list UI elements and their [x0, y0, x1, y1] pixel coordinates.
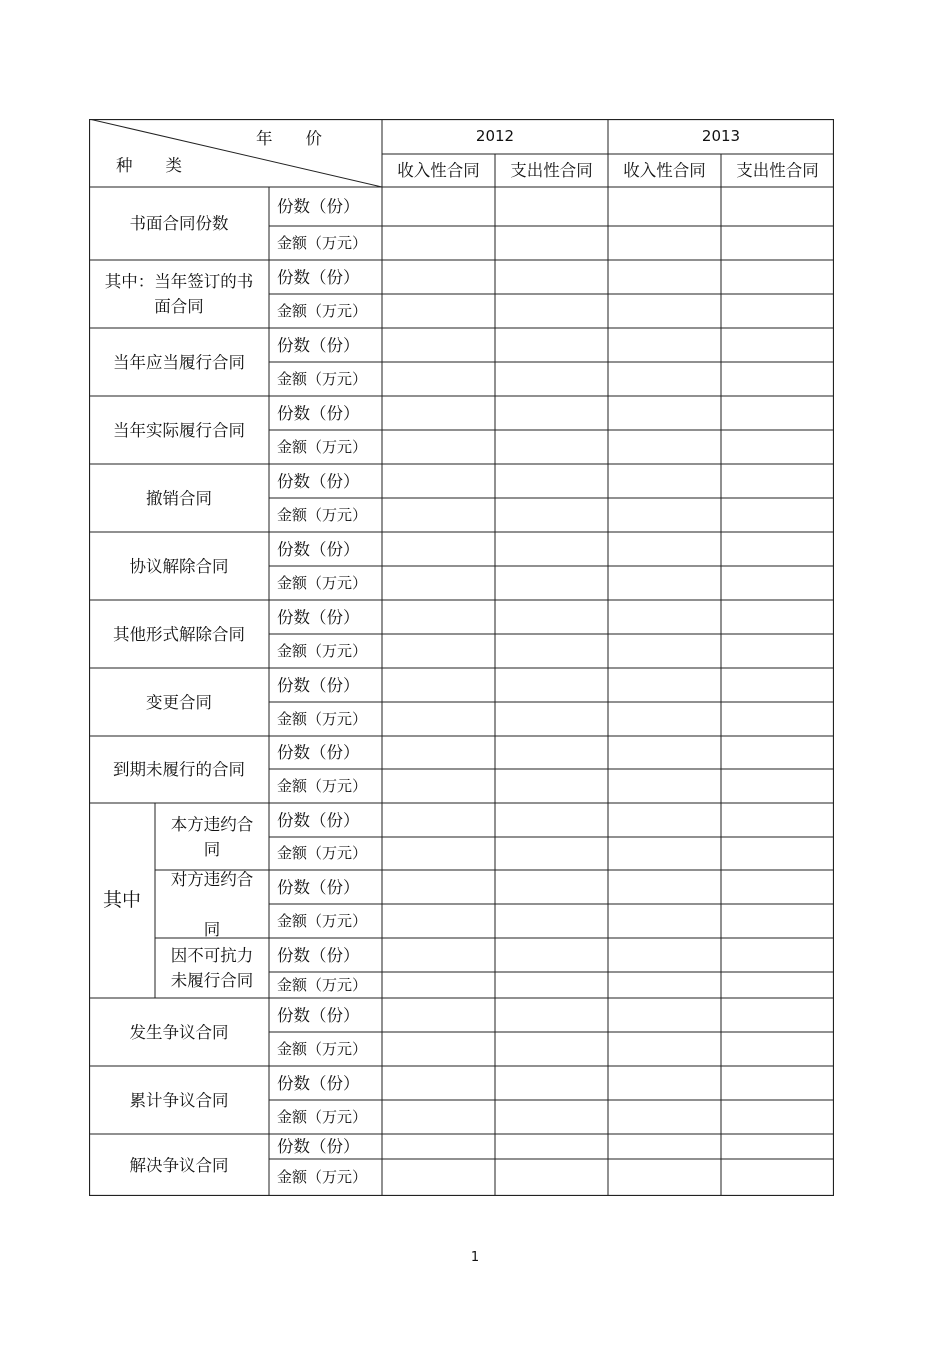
data-cell-3-amount-2[interactable] [495, 430, 608, 464]
data-cell-9-2-amount-1[interactable] [382, 972, 495, 998]
data-cell-5-count-2[interactable] [495, 532, 608, 566]
metric-amount-2: 金额（万元） [277, 369, 368, 388]
data-cell-4-count-1[interactable] [382, 464, 495, 498]
data-cell-1-count-4[interactable] [721, 260, 834, 294]
data-cell-1-count-3[interactable] [608, 260, 721, 294]
data-cell-9-1-amount-3[interactable] [608, 904, 721, 938]
metric-amount-9-0: 金额（万元） [277, 844, 368, 862]
data-cell-8-count-3[interactable] [608, 736, 721, 769]
data-cell-4-amount-1[interactable] [382, 498, 495, 532]
data-cell-3-count-2[interactable] [495, 396, 608, 430]
data-cell-9-2-count-2[interactable] [495, 938, 608, 972]
data-cell-9-2-amount-4[interactable] [721, 972, 834, 998]
data-cell-0-count-4[interactable] [721, 187, 834, 226]
category-7: 其他形式解除合同 [113, 624, 245, 644]
data-cell-1-amount-3[interactable] [608, 294, 721, 328]
data-cell-12-amount-2[interactable] [495, 1159, 608, 1196]
category-2: 其中：当年签订的书 面合同 [104, 272, 254, 316]
data-cell-12-count-1[interactable] [382, 1134, 495, 1159]
metric-count-0: 份数（份） [277, 197, 360, 216]
metric-amount-8: 金额（万元） [277, 776, 368, 795]
data-cell-10-count-4[interactable] [721, 998, 834, 1032]
data-cell-8-count-4[interactable] [721, 736, 834, 769]
metric-amount-11: 金额（万元） [277, 1107, 368, 1126]
data-cell-12-count-4[interactable] [721, 1134, 834, 1159]
data-cell-0-amount-4[interactable] [721, 226, 834, 260]
metric-count-11: 份数（份） [277, 1073, 360, 1093]
data-cell-7-amount-1[interactable] [382, 702, 495, 736]
data-cell-3-count-1[interactable] [382, 396, 495, 430]
data-cell-2-count-2[interactable] [495, 328, 608, 362]
data-cell-12-amount-1[interactable] [382, 1159, 495, 1196]
data-cell-3-count-3[interactable] [608, 396, 721, 430]
data-cell-9-1-count-3[interactable] [608, 870, 721, 904]
data-cell-1-count-2[interactable] [495, 260, 608, 294]
data-cell-5-count-1[interactable] [382, 532, 495, 566]
metric-amount-6: 金额（万元） [277, 641, 368, 660]
category-11: 发生争议合同 [129, 1022, 229, 1042]
subcol-header-2: 支出性合同 [510, 161, 593, 180]
data-cell-6-count-3[interactable] [608, 600, 721, 634]
data-cell-8-amount-2[interactable] [495, 769, 608, 803]
contract-statistics-table [89, 119, 834, 1196]
data-cell-2-amount-4[interactable] [721, 362, 834, 396]
data-cell-9-1-amount-4[interactable] [721, 904, 834, 938]
data-cell-8-count-2[interactable] [495, 736, 608, 769]
data-cell-12-count-3[interactable] [608, 1134, 721, 1159]
data-cell-2-amount-1[interactable] [382, 362, 495, 396]
data-cell-10-count-1[interactable] [382, 998, 495, 1032]
data-cell-0-amount-2[interactable] [495, 226, 608, 260]
metric-count-8: 份数（份） [277, 743, 360, 762]
subcategory-2: 对方违约合 同 [170, 869, 254, 939]
category-13: 解决争议合同 [129, 1155, 229, 1175]
data-cell-7-count-2[interactable] [495, 668, 608, 702]
data-cell-11-count-1[interactable] [382, 1066, 495, 1100]
data-cell-10-amount-3[interactable] [608, 1032, 721, 1066]
data-cell-5-amount-3[interactable] [608, 566, 721, 600]
metric-amount-7: 金额（万元） [277, 709, 368, 728]
data-cell-0-count-1[interactable] [382, 187, 495, 226]
category-9: 到期未履行的合同 [113, 760, 245, 779]
data-cell-3-count-4[interactable] [721, 396, 834, 430]
data-cell-5-amount-2[interactable] [495, 566, 608, 600]
data-cell-4-count-2[interactable] [495, 464, 608, 498]
data-cell-6-count-4[interactable] [721, 600, 834, 634]
data-cell-5-count-3[interactable] [608, 532, 721, 566]
data-cell-6-amount-3[interactable] [608, 634, 721, 668]
subcategory-1: 本方违约合 同 [170, 814, 254, 859]
category-4: 当年实际履行合同 [113, 420, 245, 440]
metric-amount-12: 金额（万元） [277, 1168, 368, 1186]
metric-amount-0: 金额（万元） [277, 233, 368, 252]
metric-amount-1: 金额（万元） [277, 301, 368, 320]
data-cell-11-amount-4[interactable] [721, 1100, 834, 1134]
data-cell-12-count-2[interactable] [495, 1134, 608, 1159]
data-cell-10-amount-2[interactable] [495, 1032, 608, 1066]
data-cell-9-2-count-4[interactable] [721, 938, 834, 972]
data-cell-1-count-1[interactable] [382, 260, 495, 294]
corner-year-label: 年 价 [256, 128, 322, 148]
data-cell-3-amount-1[interactable] [382, 430, 495, 464]
metric-amount-9-2: 金额（万元） [277, 975, 368, 994]
data-cell-1-amount-2[interactable] [495, 294, 608, 328]
data-cell-7-count-4[interactable] [721, 668, 834, 702]
subcol-header-3: 收入性合同 [623, 161, 706, 180]
metric-count-9-0: 份数（份） [277, 810, 360, 830]
data-cell-4-count-3[interactable] [608, 464, 721, 498]
data-cell-9-1-count-4[interactable] [721, 870, 834, 904]
data-cell-10-count-2[interactable] [495, 998, 608, 1032]
category-12: 累计争议合同 [129, 1090, 229, 1110]
metric-count-12: 份数（份） [277, 1137, 360, 1156]
data-cell-1-amount-4[interactable] [721, 294, 834, 328]
data-cell-11-amount-3[interactable] [608, 1100, 721, 1134]
data-cell-1-amount-1[interactable] [382, 294, 495, 328]
data-cell-2-count-4[interactable] [721, 328, 834, 362]
data-cell-4-amount-4[interactable] [721, 498, 834, 532]
data-cell-2-amount-2[interactable] [495, 362, 608, 396]
data-cell-9-0-amount-3[interactable] [608, 837, 721, 870]
data-cell-9-2-count-1[interactable] [382, 938, 495, 972]
metric-count-6: 份数（份） [277, 607, 360, 627]
data-cell-10-amount-4[interactable] [721, 1032, 834, 1066]
metric-count-5: 份数（份） [277, 539, 360, 559]
subcategory-3: 因不可抗力 未履行合同 [170, 946, 254, 990]
data-cell-8-amount-4[interactable] [721, 769, 834, 803]
data-cell-3-amount-3[interactable] [608, 430, 721, 464]
data-cell-2-amount-3[interactable] [608, 362, 721, 396]
category-3: 当年应当履行合同 [113, 352, 245, 372]
metric-count-9-2: 份数（份） [277, 945, 360, 965]
metric-amount-4: 金额（万元） [277, 505, 368, 524]
category-6: 协议解除合同 [129, 556, 229, 576]
data-cell-0-count-2[interactable] [495, 187, 608, 226]
corner-category-label: 种 类 [116, 155, 182, 175]
data-cell-7-amount-3[interactable] [608, 702, 721, 736]
data-cell-5-amount-1[interactable] [382, 566, 495, 600]
data-cell-12-amount-4[interactable] [721, 1159, 834, 1196]
data-cell-11-amount-1[interactable] [382, 1100, 495, 1134]
metric-count-4: 份数（份） [277, 471, 360, 491]
data-cell-9-2-amount-2[interactable] [495, 972, 608, 998]
metric-count-10: 份数（份） [277, 1005, 360, 1025]
metric-amount-3: 金额（万元） [277, 437, 368, 456]
metric-amount-9-1: 金额（万元） [277, 911, 368, 930]
data-cell-3-amount-4[interactable] [721, 430, 834, 464]
data-cell-9-1-amount-1[interactable] [382, 904, 495, 938]
data-cell-7-amount-2[interactable] [495, 702, 608, 736]
data-cell-11-amount-2[interactable] [495, 1100, 608, 1134]
data-cell-6-amount-2[interactable] [495, 634, 608, 668]
data-cell-2-count-1[interactable] [382, 328, 495, 362]
data-cell-0-amount-1[interactable] [382, 226, 495, 260]
data-cell-11-count-3[interactable] [608, 1066, 721, 1100]
data-cell-10-amount-1[interactable] [382, 1032, 495, 1066]
data-cell-9-0-count-3[interactable] [608, 803, 721, 837]
data-cell-9-0-count-2[interactable] [495, 803, 608, 837]
data-cell-6-amount-4[interactable] [721, 634, 834, 668]
metric-count-9-1: 份数（份） [277, 877, 360, 897]
data-cell-9-0-count-1[interactable] [382, 803, 495, 837]
data-cell-7-amount-4[interactable] [721, 702, 834, 736]
data-cell-6-amount-1[interactable] [382, 634, 495, 668]
data-cell-5-count-4[interactable] [721, 532, 834, 566]
data-cell-12-amount-3[interactable] [608, 1159, 721, 1196]
data-cell-9-2-count-3[interactable] [608, 938, 721, 972]
data-cell-8-amount-3[interactable] [608, 769, 721, 803]
year-header-2012: 2012 [475, 127, 515, 145]
category-qizhong: 其中 [102, 889, 141, 911]
data-cell-4-count-4[interactable] [721, 464, 834, 498]
data-cell-0-amount-3[interactable] [608, 226, 721, 260]
data-cell-4-amount-2[interactable] [495, 498, 608, 532]
data-cell-10-count-3[interactable] [608, 998, 721, 1032]
data-cell-7-count-3[interactable] [608, 668, 721, 702]
page-number: 1 [470, 1250, 480, 1265]
data-cell-9-2-amount-3[interactable] [608, 972, 721, 998]
metric-amount-10: 金额（万元） [277, 1039, 368, 1058]
subcol-header-4: 支出性合同 [736, 161, 819, 180]
data-cell-9-0-count-4[interactable] [721, 803, 834, 837]
data-cell-9-1-amount-2[interactable] [495, 904, 608, 938]
subcol-header-1: 收入性合同 [397, 161, 480, 180]
data-cell-9-0-amount-4[interactable] [721, 837, 834, 870]
year-header-2013: 2013 [701, 127, 741, 145]
metric-count-2: 份数（份） [277, 335, 360, 355]
data-cell-9-0-amount-2[interactable] [495, 837, 608, 870]
data-cell-9-1-count-2[interactable] [495, 870, 608, 904]
data-cell-9-1-count-1[interactable] [382, 870, 495, 904]
data-cell-6-count-2[interactable] [495, 600, 608, 634]
metric-count-3: 份数（份） [277, 403, 360, 423]
data-cell-4-amount-3[interactable] [608, 498, 721, 532]
metric-amount-5: 金额（万元） [277, 573, 368, 592]
category-5: 撤销合同 [146, 488, 212, 508]
data-cell-6-count-1[interactable] [382, 600, 495, 634]
data-cell-0-count-3[interactable] [608, 187, 721, 226]
data-cell-8-amount-1[interactable] [382, 769, 495, 803]
data-cell-11-count-2[interactable] [495, 1066, 608, 1100]
category-8: 变更合同 [146, 692, 212, 712]
metric-count-1: 份数（份） [277, 267, 360, 287]
category-1: 书面合同份数 [129, 214, 229, 233]
data-cell-7-count-1[interactable] [382, 668, 495, 702]
data-cell-8-count-1[interactable] [382, 736, 495, 769]
data-cell-5-amount-4[interactable] [721, 566, 834, 600]
data-cell-9-0-amount-1[interactable] [382, 837, 495, 870]
data-cell-11-count-4[interactable] [721, 1066, 834, 1100]
data-cell-2-count-3[interactable] [608, 328, 721, 362]
metric-count-7: 份数（份） [277, 675, 360, 695]
